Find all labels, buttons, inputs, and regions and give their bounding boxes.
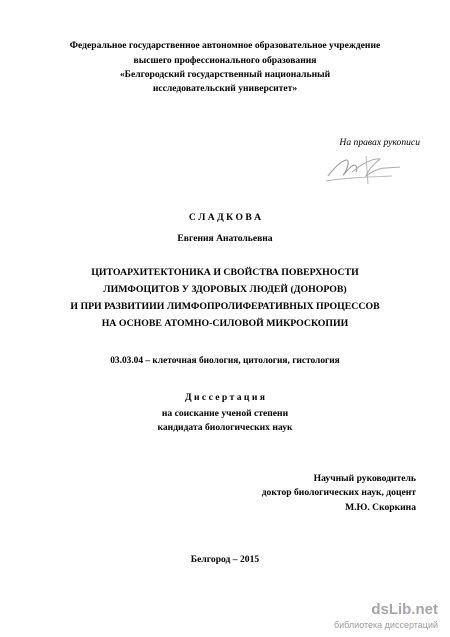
institution-line-4: исследовательский университет» xyxy=(152,83,298,94)
watermark-subtitle: библиотека диссертаций xyxy=(333,620,438,630)
specialty-code: 03.03.04 xyxy=(110,356,144,366)
handwritten-signature xyxy=(322,150,407,188)
title-line-2: ЛИМФОЦИТОВ У ЗДОРОВЫХ ЛЮДЕЙ (ДОНОРОВ) xyxy=(103,284,347,295)
degree-line-2: кандидата биологических наук xyxy=(157,422,293,433)
logo-tld: net xyxy=(415,601,438,618)
dissertation-label: Д и с с е р т а ц и я xyxy=(185,392,265,403)
dslib-watermark[interactable] xyxy=(292,601,442,631)
specialty-name: – клеточная биология, цитология, гистология xyxy=(143,356,340,366)
manuscript-rights-note: На правах рукописи xyxy=(339,137,420,148)
author-surname: С Л А Д К О В А xyxy=(188,212,262,223)
institution-line-2: высшего профессионального образования xyxy=(133,55,317,66)
title-line-4: НА ОСНОВЕ АТОМНО-СИЛОВОЙ МИКРОСКОПИИ xyxy=(101,318,349,329)
institution-line-1: Федеральное государственное автономное образовательное учреждение xyxy=(69,40,381,51)
supervisor-degree: доктор биологических наук, доцент xyxy=(261,487,416,498)
supervisor-title: Научный руководитель xyxy=(313,473,416,484)
dslib-logo xyxy=(371,601,438,618)
degree-line-1: на соискание ученой степени xyxy=(161,408,289,419)
author-name: Евгения Анатольевна xyxy=(177,233,273,244)
logo-main: dsLib xyxy=(371,601,412,618)
institution-line-3: «Белгородский государственный национальный xyxy=(119,69,331,80)
logo-dot: . xyxy=(411,601,416,618)
place-year: Белгород – 2015 xyxy=(190,554,260,565)
supervisor-name: М.Ю. Скоркина xyxy=(345,502,416,513)
title-line-3: И ПРИ РАЗВИТИИИ ЛИМФОПРОЛИФЕРАТИВНЫХ ПРОЦЕССОВ xyxy=(70,301,380,312)
title-line-1: ЦИТОАРХИТЕКТОНИКА И СВОЙСТВА ПОВЕРХНОСТИ xyxy=(91,267,359,278)
specialty xyxy=(0,356,450,366)
